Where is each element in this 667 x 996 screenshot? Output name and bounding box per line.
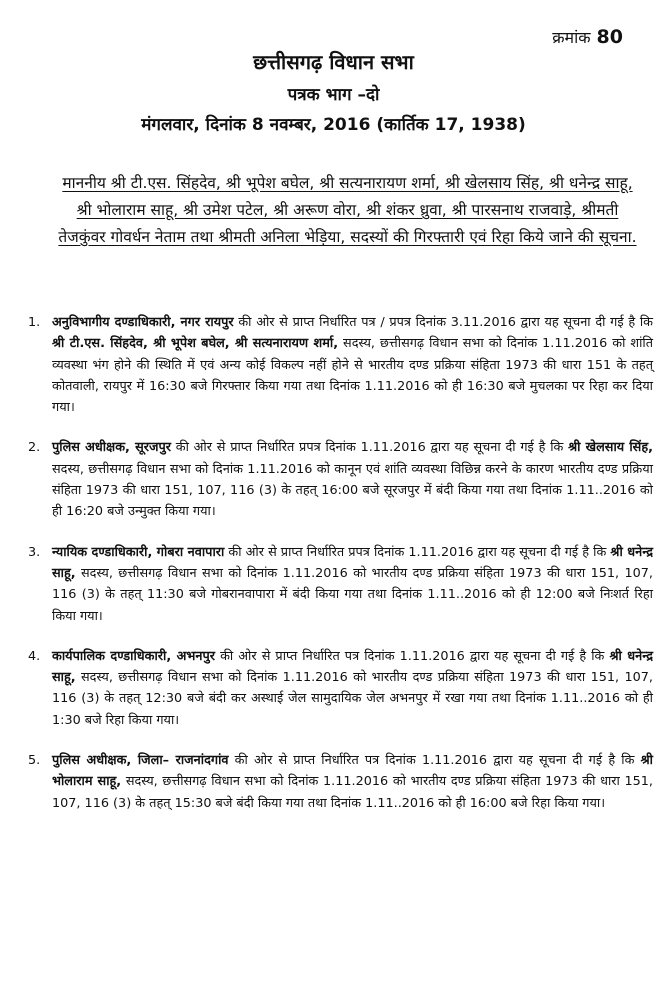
item-text — [52, 437, 653, 522]
item-authority: अनुविभागीय दण्डाधिकारी, नगर रायपुर — [52, 315, 234, 330]
item-text-b: सदस्य, छत्तीसगढ़ विधान सभा को दिनांक 1.11.2016 को शांति व्यवस्था भंग होने की स्थिति में एवं अन्य कोई विकल्प नहीं होने से भारतीय दण्ड प्रक्रिया संहिता 1973 की धारा 151 के तहत् कोतवाली, रायपुर में 16:30 बजे गिरफ्तार किया गया तथा दिनांक 1.11.2016 को ही 16:30 बजे मुचलका पर रिहा कर दिया गया। — [52, 336, 653, 416]
item-members: श्री खेलसाय सिंह, — [568, 440, 653, 456]
subject-heading: माननीय श्री टी.एस. सिंहदेव, श्री भूपेश बघेल, श्री सत्यनारायण शर्मा, श्री खेलसाय सिंह, श्री धनेन्द्र साहू, श्री भोलाराम साहू, श्री उमेश पटेल, श्री अरूण वोरा, श्री शंकर ध्रुवा, श्री पारसनाथ राजवाड़े, श्रीमती तेजकुंवर गोवर्धन नेताम तथा श्रीमती अनिला भेड़िया, सदस्यों की गिरफ्तारी एवं रिहा किये जाने की सूचना. — [58, 174, 637, 246]
item-text-b: सदस्य, छत्तीसगढ़ विधान सभा को दिनांक 1.11.2016 को भारतीय दण्ड प्रक्रिया संहिता 1973 की धारा 151, 107, 116 (3) के तहत् 15:30 बजे बंदी किया गया तथा दिनांक 1.11..2016 को ही 16:00 बजे रिहा किया गया। — [52, 774, 653, 811]
item-text — [52, 750, 653, 814]
notice-list — [28, 312, 653, 833]
item-text-a: की ओर से प्राप्त निर्धारित प्रपत्र दिनांक 1.11.2016 द्वारा यह सूचना दी गई है कि — [170, 440, 569, 456]
notice-item — [28, 646, 653, 731]
item-text-b: सदस्य, छत्तीसगढ़ विधान सभा को दिनांक 1.11.2016 को कानून एवं शांति व्यवस्था विछिन्न करने के कारण भारतीय दण्ड प्रक्रिया संहिता 1973 की धारा 151, 107, 116 (3) के तहत् 16:00 बजे सूरजपुर में बंदी किया गया तथा दिनांक 1.11..2016 को ही 16:20 बजे उन्मुक्त किया गया। — [52, 461, 653, 520]
item-members: श्री धनेन्द्र साहू, — [52, 544, 653, 581]
item-number: 2. — [28, 440, 41, 456]
serial-number-label — [552, 26, 623, 48]
item-text-a: की ओर से प्राप्त निर्धारित पत्र / प्रपत्र दिनांक 3.11.2016 द्वारा यह सूचना दी गई है कि — [233, 315, 653, 330]
date-line: मंगलवार, दिनांक 8 नवम्बर, 2016 (कार्तिक 17, 1938) — [141, 115, 526, 135]
document-subtitle: पत्रक भाग –दो — [287, 85, 380, 105]
serial-value: 80 — [596, 26, 623, 48]
item-number: 4. — [28, 648, 41, 664]
item-members: श्री टी.एस. सिंहदेव, श्री भूपेश बघेल, श्री सत्यनारायण शर्मा, — [52, 336, 339, 352]
item-text — [52, 312, 653, 418]
notice-item — [28, 312, 653, 418]
item-number: 1. — [28, 315, 41, 330]
item-text-a: की ओर से प्राप्त निर्धारित पत्र दिनांक 1.11.2016 द्वारा यह सूचना दी गई है कि — [215, 648, 610, 664]
notice-item — [28, 750, 653, 814]
item-authority: न्यायिक दण्डाधिकारी, गोबरा नवापारा — [52, 544, 225, 560]
serial-label: क्रमांक — [552, 28, 591, 47]
item-text-a: की ओर से प्राप्त निर्धारित पत्र दिनांक 1.11.2016 द्वारा यह सूचना दी गई है कि — [228, 753, 641, 769]
item-members: श्री भोलाराम साहू, — [52, 753, 653, 790]
notice-item — [28, 542, 653, 627]
item-text-b: सदस्य, छत्तीसगढ़ विधान सभा को दिनांक 1.11.2016 को भारतीय दण्ड प्रक्रिया संहिता 1973 की धारा 151, 107, 116 (3) के तहत् 11:30 बजे गोबरानवापारा में बंदी किया गया तथा दिनांक 1.11..2016 को ही 12:00 बजे निःशर्त रिहा किया गया। — [52, 565, 653, 624]
item-authority: पुलिस अधीक्षक, जिला– राजनांदगांव — [52, 753, 229, 769]
item-authority: कार्यपालिक दण्डाधिकारी, अभनपुर — [52, 648, 216, 664]
notice-item — [28, 437, 653, 522]
item-authority: पुलिस अधीक्षक, सूरजपुर — [52, 440, 171, 456]
item-number: 3. — [28, 544, 41, 560]
item-members: श्री धनेन्द्र साहू, — [52, 648, 653, 686]
item-text — [52, 542, 653, 627]
item-text-b: सदस्य, छत्तीसगढ़ विधान सभा को दिनांक 1.11.2016 को भारतीय दण्ड प्रक्रिया संहिता 1973 की धारा 151, 107, 116 (3) के तहत् 12:30 बजे बंदी कर अस्थाई जेल सामुदायिक जेल अभनपुर में रखा गया तथा दिनांक 1.11..2016 को ही 1:30 बजे रिहा किया गया। — [52, 670, 653, 728]
document-title: छत्तीसगढ़ विधान सभा — [253, 50, 414, 74]
item-number: 5. — [28, 753, 41, 769]
item-text-a: की ओर से प्राप्त निर्धारित प्रपत्र दिनांक 1.11.2016 द्वारा यह सूचना दी गई है कि — [224, 544, 611, 560]
item-text — [52, 646, 653, 731]
